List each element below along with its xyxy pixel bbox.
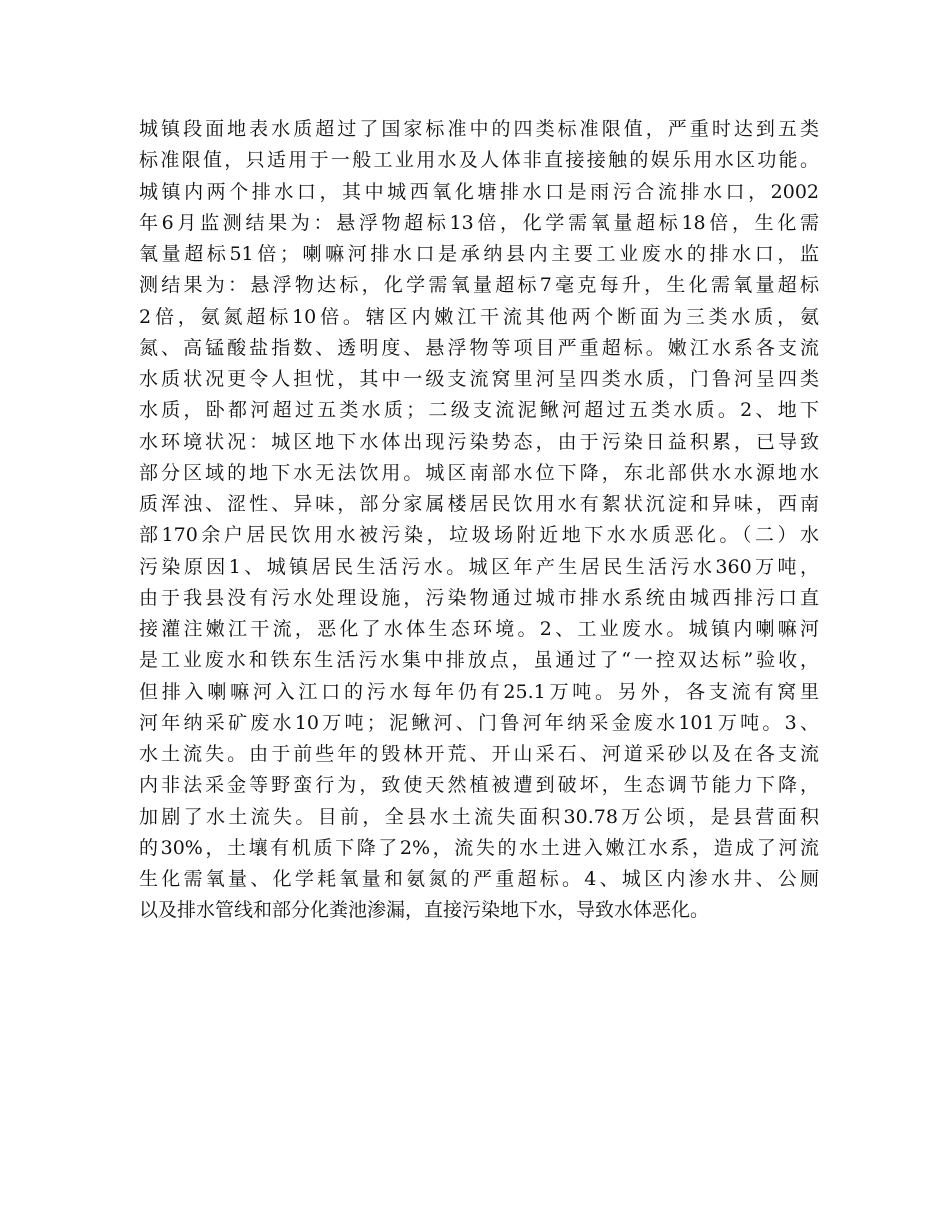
text-line: 加剧了水土流失。目前，全县水土流失面积30.78万公顷，是县营面积 [139,805,819,828]
text-line: 污染原因1、城镇居民生活污水。城区年产生居民生活污水360万吨， [139,555,819,578]
text-line: 测结果为：悬浮物达标，化学需氧量超标7毫克每升，生化需氧量超标 [139,274,819,297]
text-line: 但排入喇嘛河入江口的污水每年仍有25.1万吨。另外，各支流有窝里 [139,680,819,703]
text-line: 以及排水管线和部分化粪池渗漏，直接污染地下水，导致水体恶化。 [139,899,710,922]
text-line: 水质，卧都河超过五类水质；二级支流泥鳅河超过五类水质。2、地下 [139,399,819,422]
text-line: 年6月监测结果为：悬浮物超标13倍，化学需氧量超标18倍，生化需 [139,211,819,234]
text-line: 水质状况更令人担忧，其中一级支流窝里河呈四类水质，门鲁河呈四类 [139,368,819,390]
text-line: 是工业废水和铁东生活污水集中排放点，虽通过了“一控双达标”验收， [139,649,819,672]
text-line: 城镇内两个排水口，其中城西氧化塘排水口是雨污合流排水口，2002 [139,180,819,203]
text-line: 的30%，土壤有机质下降了2%，流失的水土进入嫩江水系，造成了河流 [139,836,819,859]
text-line: 氧量超标51倍；喇嘛河排水口是承纳县内主要工业废水的排水口，监 [139,243,819,265]
text-line: 水土流失。由于前些年的毁林开荒、开山采石、河道采砂以及在各支流 [139,743,819,765]
text-line: 内非法采金等野蛮行为，致使天然植被遭到破坏，生态调节能力下降， [139,774,819,797]
text-line: 接灌注嫩江干流，恶化了水体生态环境。2、工业废水。城镇内喇嘛河 [139,618,819,640]
text-line: 2倍，氨氮超标10倍。辖区内嫩江干流其他两个断面为三类水质，氨 [139,305,819,328]
text-line: 部170余户居民饮用水被污染，垃圾场附近地下水水质恶化。（二）水 [139,524,819,547]
text-line: 由于我县没有污水处理设施，污染物通过城市排水系统由城西排污口直 [139,586,819,609]
text-line: 标准限值，只适用于一般工业用水及人体非直接接触的娱乐用水区功能。 [139,149,819,172]
text-line: 氮、高锰酸盐指数、透明度、悬浮物等项目严重超标。嫩江水系各支流 [139,336,819,359]
body-paragraph [139,114,819,927]
text-line: 质浑浊、涩性、异味，部分家属楼居民饮用水有絮状沉淀和异味，西南 [139,493,819,515]
text-line: 部分区域的地下水无法饮用。城区南部水位下降，东北部供水水源地水 [139,461,819,484]
text-line: 城镇段面地表水质超过了国家标准中的四类标准限值，严重时达到五类 [139,118,819,140]
text-line: 生化需氧量、化学耗氧量和氨氮的严重超标。4、城区内渗水井、公厕 [139,868,819,890]
text-line: 河年纳采矿废水10万吨；泥鳅河、门鲁河年纳采金废水101万吨。3、 [139,711,819,734]
text-line: 水环境状况：城区地下水体出现污染势态，由于污染日益积累，已导致 [139,430,819,453]
